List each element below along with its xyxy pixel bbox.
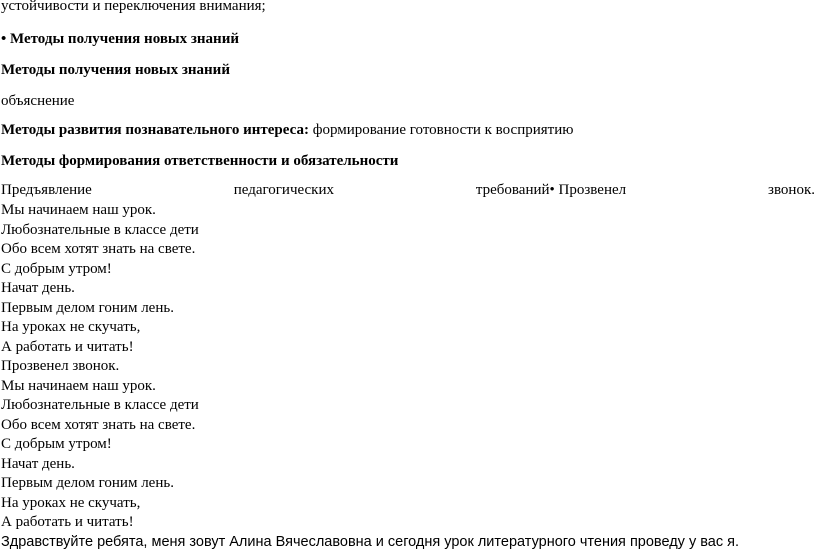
interest-methods-line: [1, 120, 573, 140]
demands-word-4: Прозвенел: [554, 182, 627, 198]
demands-word-3: требований: [475, 182, 550, 198]
poem-line: А работать и читать!: [1, 338, 134, 355]
greeting-text: Здравствуйте ребята, меня зовут Алина Вячеславовна и сегодня урок литературного чтения проведу у вас я.: [1, 534, 739, 550]
explanation-text: объяснение: [1, 93, 75, 109]
demands-word-2: педагогических: [233, 182, 334, 198]
demands-word-5: звонок.: [768, 182, 815, 198]
bullet-icon: •: [549, 182, 555, 198]
interest-methods-label: Методы развития познавательного интереса:: [1, 122, 309, 138]
poem-line: С добрым утром!: [1, 436, 112, 452]
poem-line: На уроках не скучать,: [1, 319, 141, 335]
poem-line: Любознательные в классе дети: [1, 221, 199, 238]
demands-word-3-group: [476, 180, 626, 200]
poem-line: Первым делом гоним лень.: [1, 475, 174, 491]
bullet-heading: [1, 29, 239, 49]
poem-line: А работать и читать!: [1, 514, 134, 530]
bullet-icon: •: [1, 31, 7, 47]
poem-line: Обо всем хотят знать на свете.: [1, 241, 196, 257]
poem-line: Начат день.: [1, 280, 75, 296]
poem-line: Мы начинаем наш урок.: [1, 202, 156, 218]
poem-line: На уроках не скучать,: [1, 494, 141, 511]
demands-row: [1, 180, 815, 200]
bullet-heading-text: Методы получения новых знаний: [10, 31, 239, 47]
poem-line: Начат день.: [1, 455, 75, 472]
poem-line: Первым делом гоним лень.: [1, 299, 174, 316]
heading-methods-new-knowledge: Методы получения новых знаний: [1, 62, 230, 78]
poem-line: Обо всем хотят знать на свете.: [1, 416, 196, 433]
intro-fragment: устойчивости и переключения внимания;: [1, 0, 266, 14]
poem-line: Любознательные в классе дети: [1, 397, 199, 413]
poem-line: Мы начинаем наш урок.: [1, 377, 156, 394]
poem-line: С добрым утром!: [1, 260, 112, 277]
demands-word-1: Предъявление: [1, 182, 92, 198]
poem-line: Прозвенел звонок.: [1, 358, 120, 374]
responsibility-methods-heading: Методы формирования ответственности и обязательности: [1, 153, 399, 169]
interest-methods-text: формирование готовности к восприятию: [308, 122, 574, 138]
